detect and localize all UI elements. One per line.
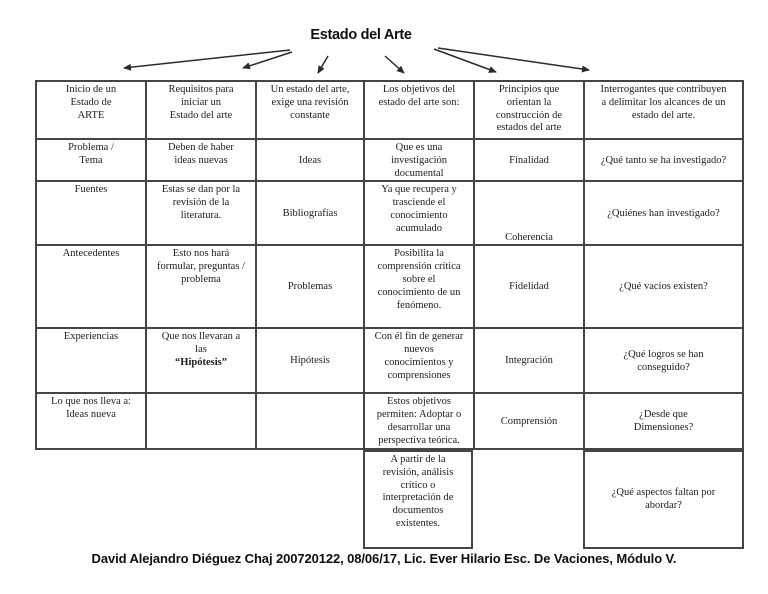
table-cell: Deben de haber ideas nuevas bbox=[146, 139, 256, 181]
table-cell: Lo que nos lleva a: Ideas nueva bbox=[36, 393, 146, 448]
header-cell: Inicio de un Estado de ARTE bbox=[36, 81, 146, 139]
arrow-line bbox=[434, 49, 496, 72]
table-cell: Bibliografías bbox=[256, 181, 364, 245]
header-cell: Los objetivos del estado del arte son: bbox=[364, 81, 474, 139]
table-cell: Ideas bbox=[256, 139, 364, 181]
table-row bbox=[36, 181, 743, 245]
table-cell: Con él fin de generar nuevos conocimientos y comprensiones bbox=[364, 328, 474, 393]
table-cell: Que nos llevaran a las “Hipótesis” bbox=[146, 328, 256, 393]
table-cell bbox=[146, 393, 256, 448]
footer-credit: David Alejandro Diéguez Chaj 200720122, 08/06/17, Lic. Ever Hilario Esc. De Vaciones, Módulo V. bbox=[91, 551, 677, 566]
page-title: Estado del Arte bbox=[310, 27, 412, 43]
table-row bbox=[36, 328, 743, 393]
table-cell: Esto nos hará formular, preguntas / problema bbox=[146, 245, 256, 328]
table-cell: Problemas bbox=[256, 245, 364, 328]
arrow-line bbox=[243, 52, 292, 68]
table-cell: Fidelidad bbox=[474, 245, 584, 328]
table-cell: Problema / Tema bbox=[36, 139, 146, 181]
table-cell: Coherencia bbox=[474, 181, 584, 245]
header-cell: Principios que orientan la construcción de estados del arte bbox=[474, 81, 584, 139]
table-cell: ¿Qué tanto se ha investigado? bbox=[584, 139, 743, 181]
header-cell: Requisitos para iniciar un Estado del arte bbox=[146, 81, 256, 139]
table-cell: Estas se dan por la revisión de la literatura. bbox=[146, 181, 256, 245]
arrow-line bbox=[438, 48, 589, 70]
arrow-line bbox=[124, 50, 290, 68]
header-cell: Interrogantes que contribuyen a delimitar los alcances de un estado del arte. bbox=[584, 81, 743, 139]
table-cell: Antecedentes bbox=[36, 245, 146, 328]
arrow-line bbox=[385, 56, 404, 73]
table-cell: ¿Qué logros se han conseguido? bbox=[584, 328, 743, 393]
table-cell: Fuentes bbox=[36, 181, 146, 245]
table-row bbox=[36, 393, 743, 448]
table-cell: ¿Desde que Dimensiones? bbox=[584, 393, 743, 448]
table-cell: Estos objetivos permiten: Adoptar o desarrollar una perspectiva teórica. bbox=[364, 393, 474, 448]
table-cell: ¿Qué vacíos existen? bbox=[584, 245, 743, 328]
table-cell: Que es una investigación documental bbox=[364, 139, 474, 181]
estado-del-arte-table bbox=[35, 80, 744, 450]
table-row bbox=[36, 245, 743, 328]
table-row bbox=[36, 139, 743, 181]
table-cell: ¿Quiénes han investigado? bbox=[584, 181, 743, 245]
arrow-line bbox=[318, 56, 328, 73]
header-cell: Un estado del arte, exige una revisión constante bbox=[256, 81, 364, 139]
table-cell: Finalidad bbox=[474, 139, 584, 181]
table-cell: Comprensión bbox=[474, 393, 584, 448]
table-cell: Posibilita la comprensión crítica sobre el conocimiento de un fenómeno. bbox=[364, 245, 474, 328]
table-cell: Ya que recupera y trasciende el conocimiento acumulado bbox=[364, 181, 474, 245]
table-cell bbox=[256, 393, 364, 448]
table-cell: Hipótesis bbox=[256, 328, 364, 393]
overflow-cell-objectives: A partir de la revisión, análisis crítico o interpretación de documentos existentes. bbox=[363, 450, 473, 549]
table-cell: Experiencias bbox=[36, 328, 146, 393]
overflow-cell-questions: ¿Qué aspectos faltan por abordar? bbox=[583, 450, 744, 549]
table-cell: Integración bbox=[474, 328, 584, 393]
